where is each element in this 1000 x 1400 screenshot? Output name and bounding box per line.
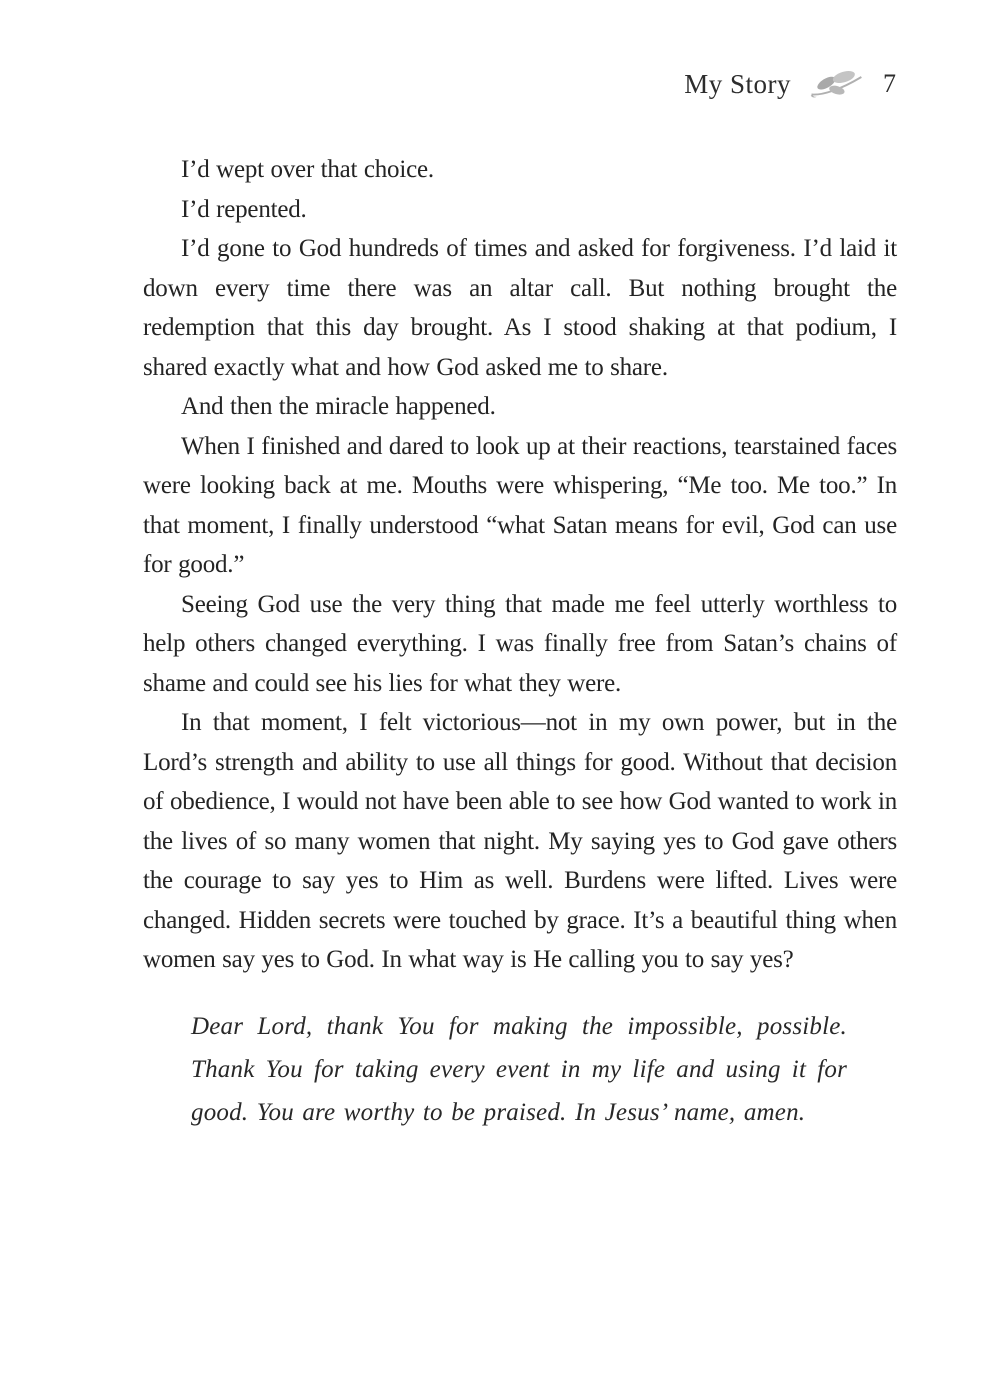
paragraph: I’d gone to God hundreds of times and asked for forgiveness. I’d laid it down every time there was an altar call. But nothing brought the redemption that this day brought. As I stood shaking at that podium, I shared exactly what and how God asked me to share. xyxy=(143,235,897,381)
paragraph: I’d repented. xyxy=(181,195,307,223)
paragraph: And then the miracle happened. xyxy=(181,393,496,420)
paragraph: I’d wept over that choice. xyxy=(181,156,434,183)
paragraph: In that moment, I felt victorious—not in my own power, but in the Lord’s strength and ability to use all things for good. Without that decision of obedience, I would not have been able to see how God wanted to work in the lives of so many women that night. My saying yes to God gave others the courage to say yes to Him as well. Burdens were lifted. Lives were changed. Hidden secrets were touched by grace. It’s a beautiful thing when women say yes to God. In what way is He calling you to say yes? xyxy=(143,709,897,973)
paragraph: Seeing God use the very thing that made me feel utterly worthless to help others changed everything. I was finally free from Satan’s chains of shame and could see his lies for what they were. xyxy=(143,590,897,697)
paragraph: When I finished and dared to look up at their reactions, tearstained faces were looking back at me. Mouths were whispering, “Me too. Me too.” In that moment, I finally understood “what Satan means for evil, God can use for good.” xyxy=(143,432,897,578)
page-number: 7 xyxy=(883,69,896,98)
running-head xyxy=(684,68,896,100)
prayer-paragraph: Dear Lord, thank You for making the impossible, possible. Thank You for taking every event in my life and using it for good. You are worthy to be praised. In Jesus’ name, amen. xyxy=(191,1012,847,1126)
page-body xyxy=(143,150,897,1134)
running-head-title: My Story xyxy=(684,68,791,99)
leaf-branch-icon xyxy=(808,68,864,100)
